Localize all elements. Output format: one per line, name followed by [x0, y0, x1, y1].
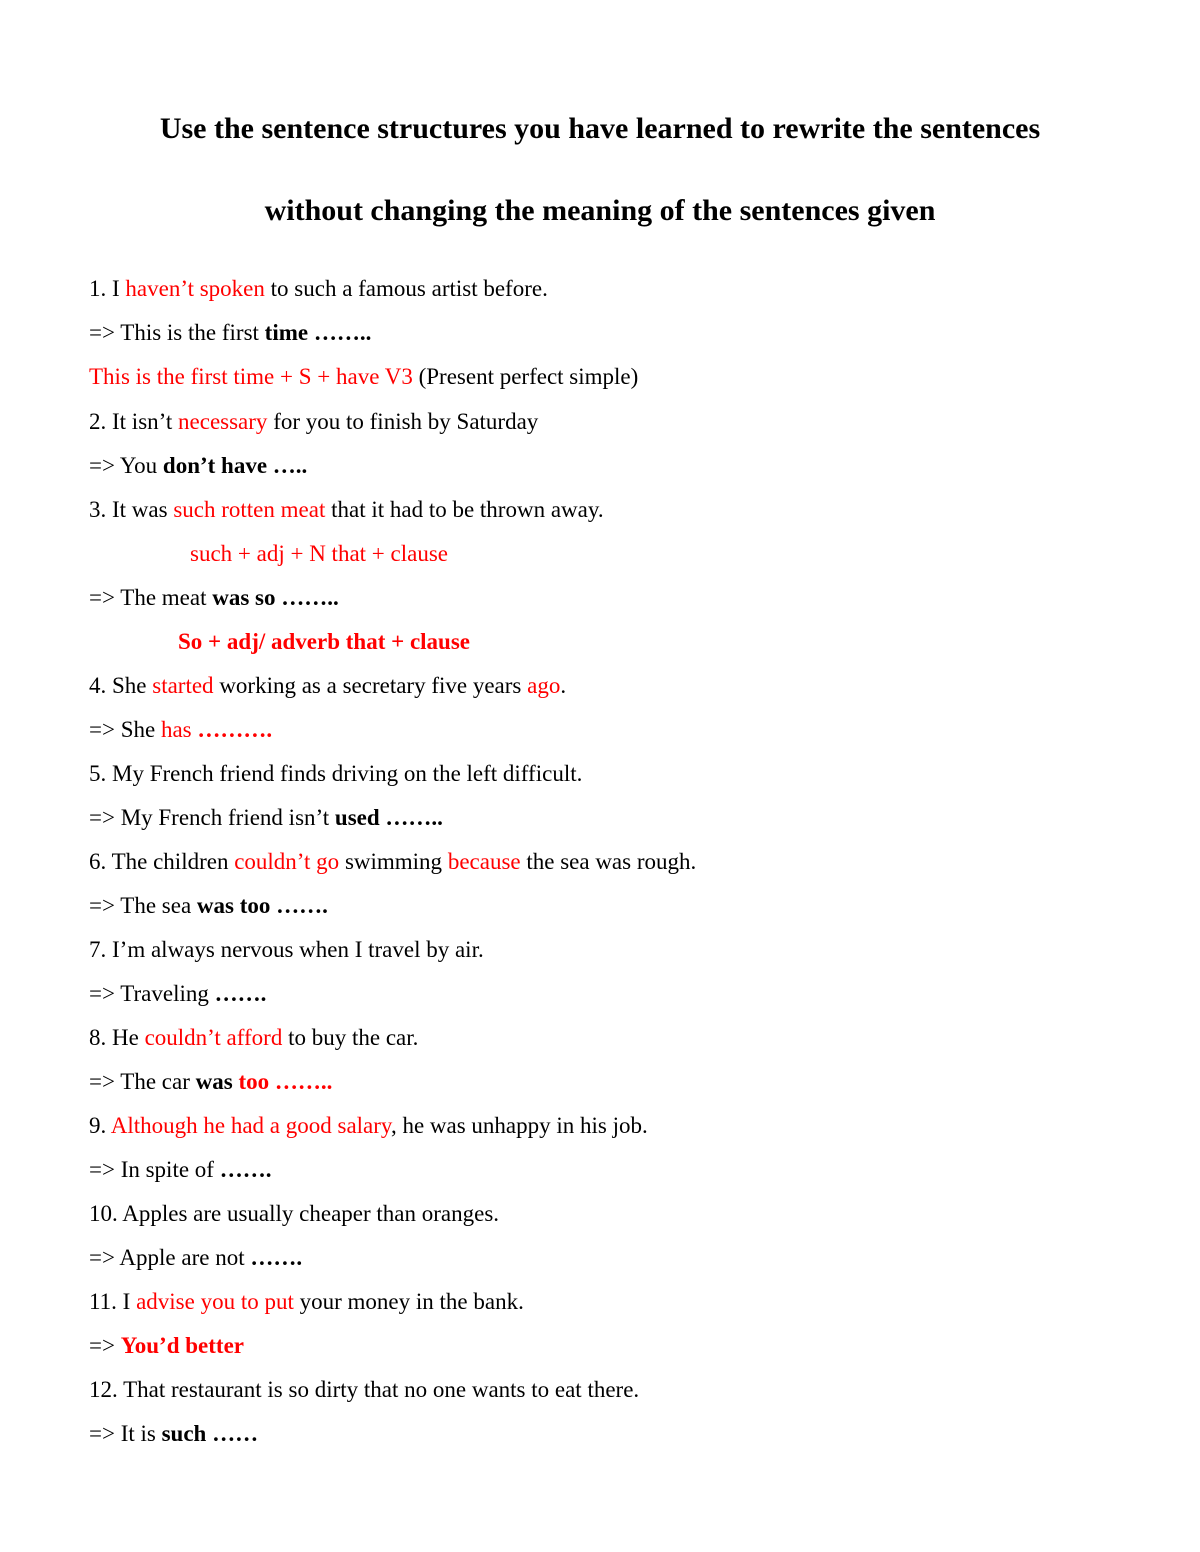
line-text: such ……: [161, 1421, 259, 1446]
line-text: …….: [219, 1157, 272, 1182]
exercise-line: [190, 540, 448, 568]
exercise-line: [89, 804, 443, 832]
exercise-line: [89, 1112, 648, 1140]
line-text: 9.: [89, 1113, 111, 1138]
line-text: time ……..: [264, 320, 372, 345]
line-text: => The meat: [89, 585, 213, 610]
line-text: that it had to be thrown away.: [325, 497, 604, 522]
exercise-line: [89, 892, 328, 920]
line-text: 10. Apples are usually cheaper than oranges.: [89, 1201, 500, 1226]
line-text: was: [195, 1069, 239, 1094]
highlighted-text: So + adj/ adverb that + clause: [178, 629, 471, 654]
exercise-line: [89, 1288, 524, 1316]
line-text: 2. It isn’t: [89, 409, 179, 434]
exercise-line: [89, 452, 307, 480]
line-text: 5. My French friend finds driving on the left difficult.: [89, 761, 583, 786]
exercise-line: [89, 848, 696, 876]
line-text: was too …….: [196, 893, 328, 918]
line-text: => The sea: [89, 893, 197, 918]
highlighted-text: haven’t spoken: [125, 276, 265, 301]
line-text: the sea was rough.: [520, 849, 697, 874]
highlighted-text: such + adj + N that + clause: [190, 541, 448, 566]
exercise-line: [89, 1200, 499, 1228]
line-text: to buy the car.: [282, 1025, 419, 1050]
page-title-line-2: without changing the meaning of the sentences given: [264, 194, 936, 227]
exercise-line: [89, 584, 339, 612]
exercise-line: [89, 1156, 271, 1184]
line-text: used ……..: [334, 805, 443, 830]
exercise-line: [89, 1024, 418, 1052]
line-text: was so ……..: [212, 585, 339, 610]
highlighted-text: necessary: [178, 409, 268, 434]
line-text: for you to finish by Saturday: [267, 409, 539, 434]
line-text: …….: [214, 981, 267, 1006]
line-text: 4. She: [89, 673, 153, 698]
line-text: , he was unhappy in his job.: [390, 1113, 648, 1138]
line-text: 3. It was: [89, 497, 174, 522]
line-text: (Present perfect simple): [412, 364, 639, 389]
exercise-line: [89, 408, 538, 436]
line-text: => Traveling: [89, 981, 215, 1006]
highlighted-text: Although he had a good salary: [110, 1113, 391, 1138]
line-text: => My French friend isn’t: [89, 805, 335, 830]
line-text: working as a secretary five years: [213, 673, 528, 698]
page-title-line-1: Use the sentence structures you have learned to rewrite the sentences: [159, 112, 1041, 145]
line-text: .: [560, 673, 567, 698]
line-text: => She: [89, 717, 161, 742]
exercise-line: [89, 716, 272, 744]
exercise-line: [89, 363, 638, 391]
highlighted-text: You’d better: [120, 1333, 244, 1358]
line-text: =>: [89, 1333, 121, 1358]
exercise-line: [89, 1332, 244, 1360]
exercise-line: [89, 936, 484, 964]
exercise-line: [89, 1244, 302, 1272]
exercise-line: [178, 628, 470, 656]
exercise-line: [89, 319, 371, 347]
highlighted-text: This is the first time + S + have V3: [89, 364, 413, 389]
line-text: don’t have …..: [162, 453, 308, 478]
line-text: 1. I: [89, 276, 126, 301]
highlighted-text: has: [160, 717, 192, 742]
line-text: 11. I: [89, 1289, 137, 1314]
line-text: => In spite of: [89, 1157, 220, 1182]
exercise-line: [89, 1376, 639, 1404]
highlighted-text: too ……..: [238, 1069, 333, 1094]
highlighted-text: started: [152, 673, 214, 698]
line-text: 6. The children: [89, 849, 235, 874]
highlighted-text: couldn’t go: [234, 849, 340, 874]
line-text: 12. That restaurant is so dirty that no one wants to eat there.: [89, 1377, 640, 1402]
highlighted-text: such rotten meat: [173, 497, 326, 522]
line-text: swimming: [339, 849, 448, 874]
exercise-line: [89, 496, 604, 524]
line-text: to such a famous artist before.: [264, 276, 548, 301]
highlighted-text: ago: [527, 673, 561, 698]
line-text: your money in the bank.: [293, 1289, 524, 1314]
line-text: …….: [250, 1245, 303, 1270]
exercise-line: [89, 760, 582, 788]
line-text: 7. I’m always nervous when I travel by air.: [89, 937, 484, 962]
highlighted-text: advise you to put: [136, 1289, 294, 1314]
exercise-line: [89, 275, 548, 303]
exercise-line: [89, 672, 566, 700]
line-text: => The car: [89, 1069, 196, 1094]
line-text: => You: [89, 453, 163, 478]
line-text: => It is: [89, 1421, 162, 1446]
line-text: => This is the first: [89, 320, 265, 345]
highlighted-text: couldn’t afford: [144, 1025, 283, 1050]
line-text: 8. He: [89, 1025, 145, 1050]
exercise-line: [89, 980, 266, 1008]
highlighted-text: ……….: [191, 717, 273, 742]
highlighted-text: because: [447, 849, 521, 874]
line-text: => Apple are not: [89, 1245, 251, 1270]
exercise-line: [89, 1068, 332, 1096]
exercise-line: [89, 1420, 258, 1448]
